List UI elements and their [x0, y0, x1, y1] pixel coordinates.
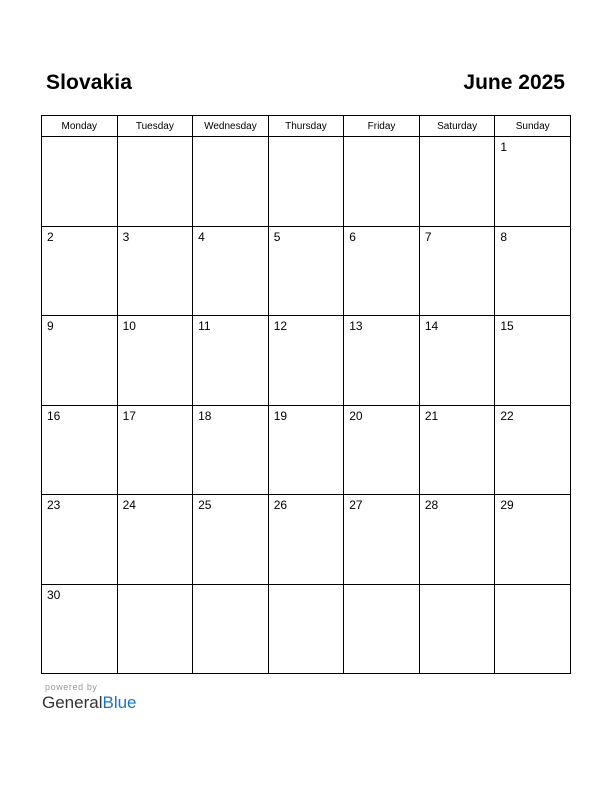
day-cell — [117, 316, 193, 406]
day-number: 26 — [273, 498, 288, 512]
day-cell — [193, 495, 269, 585]
day-number: 7 — [424, 229, 432, 244]
month-year-title: June 2025 — [463, 71, 565, 94]
day-cell — [268, 584, 344, 674]
day-number: 21 — [424, 408, 439, 423]
day-cell — [495, 226, 571, 316]
day-number: 9 — [47, 319, 54, 333]
day-number: 8 — [500, 229, 508, 244]
day-number — [269, 585, 344, 588]
country-title: Slovakia — [46, 71, 133, 94]
weekday-header: Saturday — [419, 116, 495, 137]
day-number: 15 — [500, 319, 514, 333]
day-cell — [419, 405, 495, 495]
day-number: 30 — [47, 587, 61, 602]
day-cell — [193, 584, 269, 674]
day-cell — [117, 137, 193, 227]
week-row — [42, 137, 571, 227]
day-cell — [117, 226, 193, 316]
day-cell — [495, 316, 571, 406]
day-number — [344, 137, 419, 140]
day-cell — [193, 405, 269, 495]
day-number: 20 — [349, 408, 363, 423]
day-number — [495, 585, 570, 588]
day-number: 13 — [349, 319, 363, 333]
day-cell — [117, 405, 193, 495]
day-number: 12 — [273, 319, 288, 333]
day-number — [420, 585, 495, 588]
day-cell — [419, 495, 495, 585]
day-number: 6 — [349, 229, 356, 244]
week-row — [42, 316, 571, 406]
logo-general-text: General — [42, 693, 103, 712]
day-number — [344, 585, 419, 588]
powered-by-text: powered by — [45, 682, 98, 692]
day-cell — [268, 137, 344, 227]
weekday-header: Wednesday — [193, 116, 269, 137]
day-number: 27 — [349, 498, 363, 512]
day-number: 18 — [198, 408, 212, 423]
week-row — [42, 584, 571, 674]
day-cell — [117, 584, 193, 674]
week-row — [42, 226, 571, 316]
day-cell — [344, 584, 420, 674]
day-number — [193, 137, 268, 140]
day-number: 1 — [500, 140, 508, 154]
weekday-header-row — [42, 116, 571, 137]
day-cell — [193, 137, 269, 227]
day-cell — [42, 226, 118, 316]
day-cell — [42, 584, 118, 674]
day-number: 3 — [122, 229, 130, 244]
day-number: 23 — [47, 498, 61, 512]
day-cell — [344, 405, 420, 495]
week-row — [42, 495, 571, 585]
day-number: 14 — [424, 319, 439, 333]
day-number — [269, 137, 344, 140]
day-cell — [193, 226, 269, 316]
weekday-header: Thursday — [268, 116, 344, 137]
week-row — [42, 405, 571, 495]
day-cell — [344, 137, 420, 227]
weekday-header: Friday — [344, 116, 420, 137]
day-cell — [42, 495, 118, 585]
day-cell — [42, 137, 118, 227]
day-number: 19 — [273, 408, 288, 423]
day-number: 17 — [122, 408, 136, 423]
weekday-header: Monday — [42, 116, 118, 137]
day-cell — [268, 316, 344, 406]
day-number: 24 — [122, 498, 136, 512]
day-cell — [495, 405, 571, 495]
day-number: 5 — [273, 229, 281, 244]
day-number: 28 — [424, 498, 439, 512]
day-number: 25 — [198, 498, 212, 512]
day-cell — [495, 137, 571, 227]
day-cell — [193, 316, 269, 406]
day-cell — [419, 226, 495, 316]
day-number: 11 — [198, 319, 211, 333]
day-number — [118, 585, 193, 588]
day-number: 4 — [198, 229, 205, 244]
day-number — [42, 137, 117, 140]
day-number: 10 — [122, 319, 136, 333]
day-cell — [42, 316, 118, 406]
day-cell — [419, 137, 495, 227]
day-number — [420, 137, 495, 140]
weekday-header: Tuesday — [117, 116, 193, 137]
day-cell — [344, 226, 420, 316]
day-cell — [268, 405, 344, 495]
day-number: 29 — [500, 498, 514, 512]
day-cell — [419, 584, 495, 674]
day-number: 2 — [47, 229, 54, 244]
day-cell — [344, 316, 420, 406]
day-cell — [268, 226, 344, 316]
day-number — [193, 585, 268, 588]
calendar-grid — [41, 115, 571, 674]
day-number: 16 — [47, 408, 61, 423]
day-cell — [117, 495, 193, 585]
day-cell — [42, 405, 118, 495]
day-cell — [268, 495, 344, 585]
day-cell — [419, 316, 495, 406]
day-number: 22 — [500, 408, 514, 423]
day-cell — [495, 495, 571, 585]
logo-blue-text: Blue — [102, 693, 137, 712]
day-cell — [344, 495, 420, 585]
weekday-header: Sunday — [495, 116, 571, 137]
generalblue-logo[interactable] — [42, 693, 137, 713]
day-cell — [495, 584, 571, 674]
day-number — [118, 137, 193, 140]
